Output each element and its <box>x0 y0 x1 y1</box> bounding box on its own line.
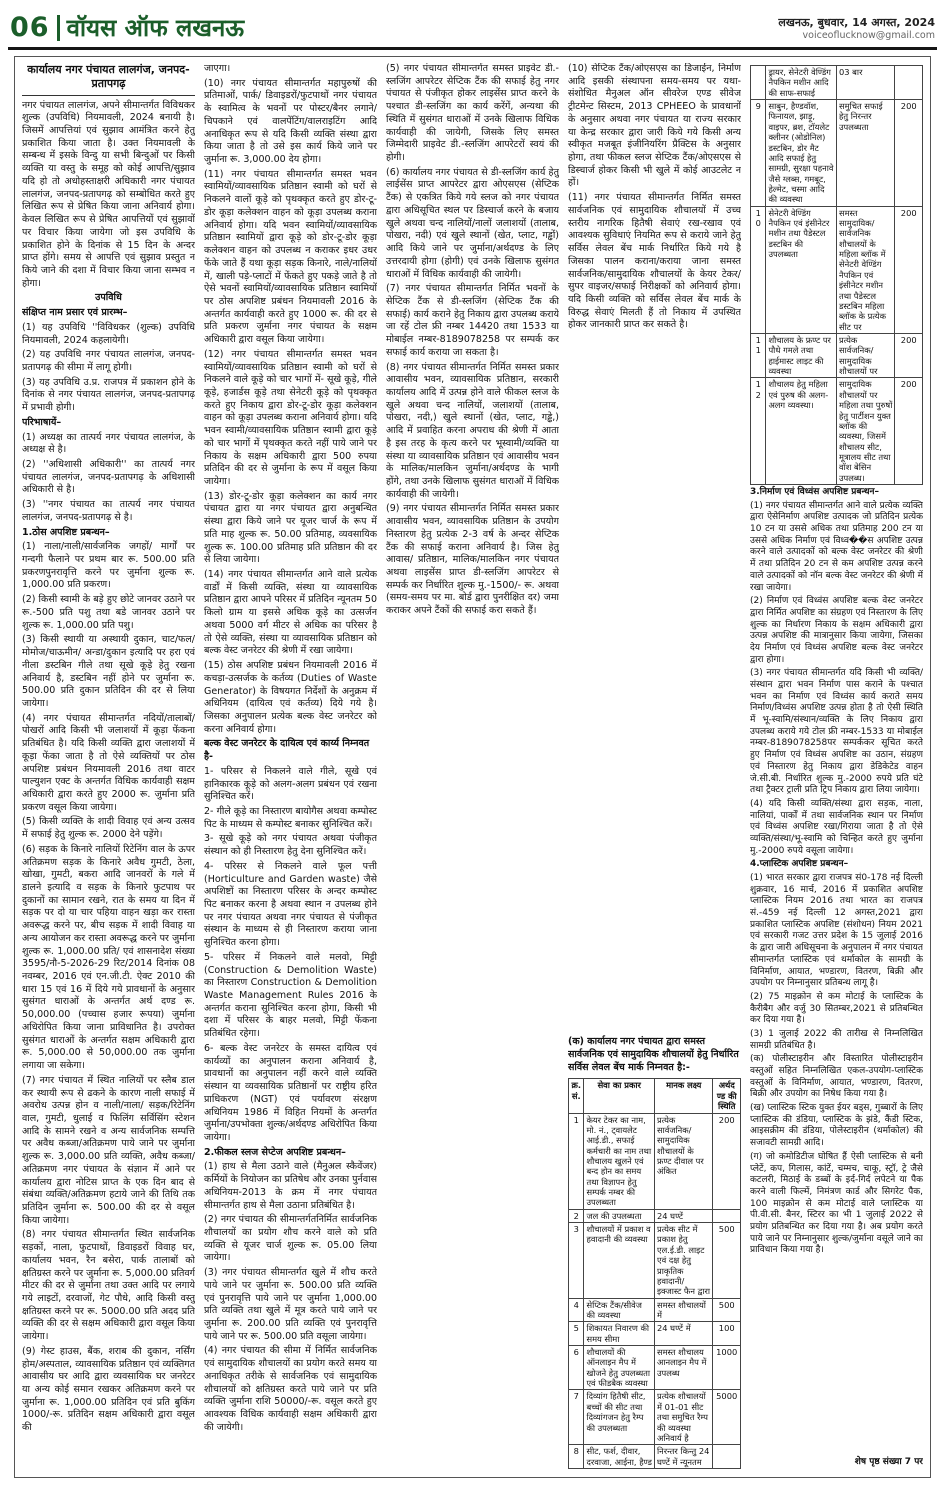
notice-item: 1- परिसर से निकलने वाले गीले, सूखे एवं हानिकारक कूड़े को अलग-अलग प्रबंधन एवं रखना सुनिश्चित करें। <box>204 765 377 803</box>
standard-target-cell: 24 घण्टें <box>654 1209 712 1222</box>
notice-item: (6) सड़क के किनारे नालियों रिटेनिंग वाल के ऊपर अतिक्रमण सड़क के किनारे अवैध गुमटी, ठेला, खोखा, गुमटी, बकरा आदि जानवरों के गले में डालने इत्यादि व सड़क के किनारे फुटपाथ पर दुकानों का सामान रखने, रात के समय या दिन में सड़क पर दो या चार पहिया वाहन खड़ा कर रास्ता अवरूद्ध करने पर, बीच सड़क में शादी विवाह या अन्य आयोजन कर रास्ता अवरूद्ध करने पर जुर्माना शुल्क रू. 1,000.00 प्रति/ एवं शासनादेश संख्या 3595/नौ-5-2026-29 रिट/2014 दिनांक 08 नवम्बर, 2016 एवं एन.जी.टी. ऐक्ट 2010 की धारा 15 एवं 16 में दिये गये प्रावधानों के अनुसार सुसंगत धाराओं के अन्तर्गत अर्थ दण्ड रू. 50,000.00 (पच्चास हजार रूपया) जुर्माना अधिरोपित किया जाना प्राविधानित है। उपरोक्त सुसंगत धाराओं के अन्तर्गत सक्षम अधिकारी द्वारा रू. 5,000.00 से 50,000.00 तक जुर्माना लगाया जा सकेगा। <box>22 843 195 1072</box>
table-row <box>569 1322 741 1346</box>
row-number: 8 <box>569 1445 584 1469</box>
notice-item: (3) नगर पंचायत सीमान्तर्गत यदि किसी भी व्यक्ति/संस्थान द्वारा भवन निर्माण पास कराने के पश्चात भवन का निर्माण एवं विध्वंस कार्य कराते समय निर्माण/विध्वंस अपशिष्ट उत्पन्न होता है तो ऐसी स्थिति में भू-स्वामि/संस्थान/व्यक्ति के लिए निकाय द्वारा उपलब्ध कराये गये टोल फ्री नम्बर-1533 या मोबाईल नम्बर-8189078258पर सम्पर्ककर सूचित करते हुए निर्माण एवं विध्वंस अपशिष्ट का उठान, संग्रहण एवं निस्तारण हेतु निकाय द्वारा डेडिकेटेड वाहन जे.सी.बी. निर्धारित शुल्क मु.-2000 रुपये प्रति घंटे तथा ट्रैक्टर ट्राली प्रति ट्रिप निकाय द्वारा लिया जायेगा। <box>750 668 923 796</box>
row-number: 5 <box>569 1322 584 1346</box>
row-number: 11 <box>751 333 766 377</box>
table-row <box>751 206 923 333</box>
notice-column-4 <box>568 63 741 1471</box>
notice-item: (3) यह उपविधि उ.प्र. राजपत्र में प्रकाशन होने के दिनांक से नगर पंचायत लालगंज, जनपद-प्रतापगढ़ में प्रभावी होगी। <box>22 376 195 414</box>
section-heading: संक्षिप्त नाम प्रसार एवं प्रारम्भ– <box>22 307 128 319</box>
row-number: 3 <box>569 1223 584 1299</box>
service-type-cell: शौचालयों में प्रकाश व हवादानी की व्यवस्था <box>584 1223 655 1299</box>
notice-item: (6) कार्यालय नगर पंचायत से डी-स्लजिंग कार्य हेतु लाईसेंस प्राप्त आपरेटर द्वारा ओएसएस (सेप्टिक टैंक) से एकत्रित किये गये स्लज को नगर पंचायत द्वारा अधिसूचित स्थल पर डिस्चार्ज करने के बजाय खुले अथवा चन्द नालियों/नालों जलाशयों (तालाब, पोखरा, नदी) एवं खुले स्थानों (खेत, प्लाट, गड्ढों) आदि किये जाने पर जुर्माना/अर्थदण्ड के लिए उत्तरदायी होगा (होगी) एवं उनके खिलाफ सुसंगत धाराओं में विधिक कार्यवाही की जायेगी। <box>386 166 559 280</box>
notice-column-3 <box>386 63 559 1471</box>
notice-item: (12) नगर पंचायत सीमान्तर्गत समस्त भवन स्वामियों/व्यावसायिक प्रतिष्ठान स्वामी को घरों से निकलने वाले कूड़े को चार भागों में- सूखे कूड़े, गीले कूड़े, हजार्डस कूड़े तथा सेनेटरी कूड़े को पृथक्कृत करते हुए निकाय द्वारा डोर-टू-डोर कूड़ा कलेक्शन वाहन को कूड़ा उपलब्ध कराना अनिवार्य होगा। यदि भवन स्वामी/व्यावसायिक प्रतिष्ठान स्वामी द्वारा कूड़े को चार भागों में पृथक्कृत करते नहीं पाये जाने पर निकाय के सक्षम अधिकारी द्वारा 500 रुपया प्रतिदिन की दर से जुर्माना के रूप में वसूल किया जायेगा। <box>204 348 377 487</box>
notice-title: कार्यालय नगर पंचायत लालगंज, जनपद-प्रतापगढ़ <box>22 63 195 96</box>
standard-target-cell: निरन्तर किन्तु 24 घण्टें में न्यूनतम <box>654 1445 712 1469</box>
service-type-cell: ड्रायर, सेनेटरी वेण्डिंग नैपकिन मशीन आदि की साफ-सफाई <box>766 66 837 100</box>
penalty-cell: 200 <box>895 206 923 333</box>
section-heading: 4.प्लास्टिक अपशिष्ट प्रबन्धन– <box>750 859 849 870</box>
notice-item: 6- बल्क वेस्ट जनरेटर के समस्त दायित्व एवं कार्यव्यों का अनुपालन कराना अनिवार्य है, प्रावधानों का अनुपालन नहीं करने वाले व्यक्ति संस्थान या व्यवसायिक प्रतिष्ठानों पर राष्ट्रीय हरित प्राधिकरण (NGT) एवं पर्यावरण संरक्षण अधिनियम 1986 में विहित नियमों के अन्तर्गत जुर्माना/उपभोक्ता शुल्क/अर्थदण्ड अधिरोपित किया जायेगा। <box>204 1042 377 1143</box>
service-type-cell: सेप्टिक टैंक/सीवेज की व्यवस्था <box>584 1298 655 1322</box>
penalty-cell: 500 <box>713 1298 741 1322</box>
standard-target-cell: समस्त सामुदायिक/ सार्वजनिक शौचालयों के महिला ब्लॉक में सेनेटरी वेण्डिंग नैपकिन एवं इंसीनेटर मशीन तथा पैडेस्टल डस्टबिन महिला ब्लॉक के प्रत्येक सीट पर <box>836 206 894 333</box>
standard-target-cell: समुचित सफाई हेतु निरन्तर उपलब्धता <box>836 100 894 207</box>
notice-item: (क) पोलीस्टाइरीन और विस्तारित पोलीस्टाइरीन वस्तुओं सहित निम्नलिखित एकल-उपयोग-प्लास्टिक वस्तुओं के विनिर्माण, आयात, भण्डारण, वितरण, बिक्री और उपयोग का निषेध किया गया है। <box>750 1054 923 1100</box>
penalty-cell: 1000 <box>713 1346 741 1390</box>
notice-item: (10) नगर पंचायत सीमान्तर्गत महापुरुषों की प्रतिमाओं, पार्क/ डिवाइडरों/फुटपाथों नगर पंचायत के स्वामित्व के भवनों पर पोस्टर/बैनर लगाने/चिपकाने एवं वालपेंटिंग/वालराइटिंग आदि अनाधिकृत रूप से यदि किसी व्यक्ति संस्था द्वारा किया जाता है तो उसे इस कार्य किये जाने पर जुर्माना रू. 3,000.00 देय होगा। <box>204 77 377 166</box>
column-header: सेवा का प्रकार <box>584 1079 655 1113</box>
notice-item: 5- परिसर में निकलने वाले मलवो, मिट्टी (Construction & Demolition Waste) का निस्तारण Construction & Demolition Waste Management Rules 2016 के अन्तर्गत कराना सुनिश्चित करना होगा, किसी भी दशा में परिसर के बाहर मलवो, मिट्टी फेंकना प्रतिबंधित रहेगा। <box>204 951 377 1040</box>
service-type-cell: केयर टेकर का नाम, मो. नं., ट्वायलेट आई.डी., सफाई कर्मचारी का नाम तथा शौचालय खुलने एवं बन्द होन का समय तथा विज्ञापन हेतु सम्पर्क नम्बर की उपलब्धता <box>584 1113 655 1209</box>
table-row <box>569 1390 741 1445</box>
row-number: 7 <box>569 1390 584 1445</box>
service-type-cell: साबुन, हैण्डवॉश, फिनायल, झाड़ू, वाइपर, ब्रश, टॉयलेट क्लीनर (ओडोनिल) डस्टबिन, डोर मैट आदि सफाई हेतु सामग्री, सुरक्षा पहनावे जैसे ग्लब्स, गमबूट, हेल्मेट, चस्मा आदि की व्यवस्था <box>766 100 837 207</box>
notice-item: (1) यह उपविधि ''विविधकर (शुल्क) उपविधि नियमावली, 2024 कहलायेगी। <box>22 321 195 346</box>
column-header: अर्थदण्ड की स्थिति <box>713 1079 741 1113</box>
contact-email: voiceoflucknow@gmail.com <box>802 30 935 42</box>
subsection-heading: उपविधि <box>95 292 122 304</box>
row-number: 9 <box>751 100 766 207</box>
header-meta <box>778 16 935 44</box>
standard-target-cell: प्रत्येक सार्वजनिक/ सामुदायिक शौचालयों पर <box>836 333 894 377</box>
service-benchmark-table <box>568 1078 741 1469</box>
notice-column-2 <box>204 63 377 1471</box>
notice-item: 3- सूखे कूड़े को नगर पंचायत अथवा पंजीकृत संस्थान को ही निस्तारण हेतु देना सुनिश्चित करें। <box>204 833 377 858</box>
notice-item: (1) नाला/नाली/सार्वजनिक जगहों/ मार्गों पर गन्दगी फैलाने पर प्रथम बार रू. 500.00 प्रति प्रकरणपुनरावृत्ति करने पर जुर्माना शुल्क रू. 1,000.00 प्रति प्रकरण। <box>22 541 195 591</box>
notice-item: (14) नगर पंचायत सीमान्तर्गत आने वाले प्रत्येक वार्डों में किसी व्यक्ति, संस्था या व्यावसायिक प्रतिष्ठान द्वारा आपने परिसर में प्रतिदिन न्यूनतम 50 किलो ग्राम या इससे अधिक कूड़े का उत्सर्जन अथवा 5000 वर्ग मीटर से अधिक का परिसर है तो ऐसे व्यक्ति, संस्था या व्यावसायिक प्रतिष्ठान को बल्क वेस्ट जनरेटर की श्रेणी में रखा जायेगा। <box>204 569 377 657</box>
notice-item: (ग) जो कमोडिटीज घोषित हैं ऐसी प्लास्टिक से बनी प्लेटें, कप, गिलास, कांटें, चम्मच, चाकू, स्ट्रॉ, ट्रे जैसे कटलरी, मिठाई के डब्बों के इर्द-गिर्द लपेटने या पैक करने वाली फिल्में, निमंत्रण कार्ड और सिगरेट पैक, 100 माइक्रोन से कम मोटाई वाले प्लास्टिक या पी.वी.सी. बैनर, स्टिरर का भी 1 जुलाई 2022 से प्रयोग प्रतिबन्धित कर दिया गया है। अब प्रयोग करते पाये जाने पर निम्नानुसार शुल्क/जुर्माना वसूले जाने का प्राविधान किया गया है। <box>750 1151 923 1256</box>
penalty-cell <box>713 1209 741 1222</box>
table-row <box>569 1223 741 1299</box>
notice-item: (3) किसी स्थायी या अस्थायी दुकान, चाट/फल/मोमोज/चाऊमीन/ अन्डा/दुकान इत्यादि पर हरा एवं नीला डस्टबिन गीले तथा सूखे कूड़े हेतु रखना अनिवार्य है, डस्टबिन नहीं होने पर जुर्माना रू. 500.00 प्रति दुकान प्रतिदिन की दर से लिया जायेगा। <box>22 634 195 709</box>
notice-item: (11) नगर पंचायत सीमान्तर्गत निर्मित समस्त सार्वजनिक एवं सामुदायिक शौचालयों में उच्च स्तरीय नागरिक हितैषी सेवाएं रख-रखाव एवं आवश्यक सुविधाएं नियमित रूप से कराये जाने हेतु सर्विस लेवल बेंच मार्क निर्धारित किये गये है जिसका पालन कराना/कराया जाना समस्त सार्वजनिक/सामुदायिक शौचालयों के केयर टेकर/सुपर वाइजर/सफाई निरीक्षकों को अनिवार्य होगा। यदि किसी व्यक्ति को सर्विस लेवल बेंच मार्क के विरुद्ध सेवाएं मिलती हैं तो निकाय में उपस्थित होकर जानकारी प्राप्त कर सकते है। <box>568 192 741 331</box>
notice-item: (1) भारत सरकार द्वारा राजपत्र सं0-178 नई दिल्ली शुक्रवार, 16 मार्च, 2016 में प्रकाशित अपशिष्ट प्लास्टिक नियम 2016 तथा भारत का राजपत्र सं.-459 नई दिल्ली 12 अगस्त,2021 द्वारा प्रकाशित प्लास्टिक अपशिष्ट (संशोधन) नियम 2021 एवं सरकारी गजट उत्तर प्रदेश के 15 जुलाई 2016 के द्वारा जारी अधिसूचना के अनुपालन में नगर पंचायत सीमान्तर्गत प्लास्टिक एवं थर्माकोल के सामग्री के विनिर्माण, आयात, भण्डारण, वितरण, बिक्री और उपयोग पर निम्नानुसार प्रतिबन्ध लागू है। <box>750 873 923 989</box>
standard-target-cell: प्रत्येक शौचालयों में 01-01 सीट तथा समुचित रैम्प की व्यवस्था अनिवार्य है <box>654 1390 712 1445</box>
service-benchmark-table-continued <box>750 65 923 485</box>
row-number: 6 <box>569 1346 584 1390</box>
penalty-cell <box>895 66 923 100</box>
notice-item: (1) हाथ से मैला उठाने वाले (मैनुअल स्कैवेंजर) कर्मियों के नियोजन का प्रतिषेध और उनका पुर्नवास अधिनियम-2013 के क्रम में नगर पंचायत सीमान्तर्गत हाथ से मैला उठाना प्रतिबंधित है। <box>204 1161 377 1211</box>
standard-target-cell: सामुदायिक शौचालयों पर महिला तथा पुरुषों हेतु पार्टीशन युक्त ब्लॉक की व्यवस्था, जिसमें शौचालय सीट, मूत्रालय सीट तथा वॉश बेसिन उपलब्ध। <box>836 378 894 485</box>
notice-item: 2- गीले कूड़े का निस्तारण बायोगैस अथवा कम्पोस्ट पिट के माध्यम से कम्पोस्ट बनाकर सुनिश्चित करें। <box>204 805 377 830</box>
notice-item: (3) नगर पंचायत सीमान्तर्गत खुले में शौच करते पाये जाने पर जुर्माना रू. 500.00 प्रति व्यक्ति एवं पुनरावृत्ति पाये जाने पर जुर्माना 1,000.00 प्रति व्यक्ति तथा खुले में मूत्र करते पाये जाने पर जुर्माना रू. 200.00 प्रति व्यक्ति एवं पुनरावृत्ति पाये जाने पर रू. 500.00 प्रति वसूला जायेगा। <box>204 1267 377 1342</box>
page-header <box>0 0 945 46</box>
notice-item: (7) नगर पंचायत में स्थित नालियों पर स्लैब डाल कर स्थायी रूप से ढकने के कारण नाली सफाई में अवरोध उत्पन्न होन व नाली/नाला/ सड़क/रिटेनिंग वाल, गुमटी, धुलाई व फिलिंग सर्विसिंग स्टेशन आदि के सामने रखने व अन्य सार्वजनिक सम्पत्ति पर अवैध कब्जा/अतिक्रमण पाये जाने पर जुर्माना शुल्क रू. 3,000.00 प्रति व्यक्ति, अवैध कब्जा/अतिक्रमण नगर पंचायत के संज्ञान में आने पर कार्यालय द्वारा नोटिस प्राप्त के एक दिन बाद से संबंधा व्यक्ति/अतिक्रमण हटाये जाने की तिथि तक प्रतिदिन जुर्माना रू. 500.00 की दर से वसूल किया जायेगा। <box>22 1074 195 1226</box>
table-row <box>751 66 923 100</box>
masthead-divider <box>57 15 60 41</box>
notice-item: (9) गेस्ट हाउस, बैंक, शराब की दुकान, नर्सिंग होम/अस्पताल, व्यावसायिक प्रतिष्ठान एवं व्यक्तिगत आवासीय घर आदि द्वारा व्यवसायिक घर जनरेटर या अन्य कोई समान रखकर अतिक्रमण करने पर जुर्माना रू. 1,000.00 प्रतिदिन एवं प्रति बुकिंग 1000/-रू. प्रतिदिन सक्षम अधिकारी द्वारा वसूल की <box>22 1345 195 1434</box>
service-type-cell: शिकायत निवारण की समय सीमा <box>584 1322 655 1346</box>
continued-note: शेष पृष्ठ संख्या 7 पर <box>854 1457 923 1468</box>
notice-item: (10) सेप्टिक टैंक/ओएसएस का डिजाईन, निर्माण आदि इसकी संस्थापना समय-समय पर यथा-संशोधित मैनुअल ऑन सीवरेज एण्ड सीवेज ट्रीटमेन्ट सिस्टम, 2013 CPHEEO के प्रावधानों के अनुसार अथवा नगर पंचायत या राज्य सरकार या केन्द्र सरकार द्वारा जारी किये गये किसी अन्य स्वीकृत मजबूत इंजीनियरिंग प्रैक्टिस के अनुसार होगा, तथा फीकल स्लज सेप्टिक टैंक/ओएसएस से डिस्चार्ज होकर किसी भी खुले में कोई आउटलेट न हों। <box>568 63 741 189</box>
column-header: क्र. सं. <box>569 1079 584 1113</box>
table-row <box>751 333 923 377</box>
table-row <box>751 100 923 207</box>
column-header: मानक लक्ष्य <box>654 1079 712 1113</box>
row-number: 2 <box>569 1209 584 1222</box>
table-header-row <box>569 1079 741 1113</box>
notice-item: (9) नगर पंचायत सीमान्तर्गत निर्मित समस्त प्रकार आवासीय भवन, व्यावसायिक प्रतिष्ठान के उपयोग निस्तारण हेतु प्रत्येक 2-3 वर्ष के अन्दर सेप्टिक टैंक की सफाई कराना अनिवार्य है। जिस हेतु आवास/ प्रतिष्ठान, मालिक/मालकिन नगर पंचायत अथवा लाइसेंस प्राप्त डी-स्लजिंग आपरेटर से सम्पर्क कर निर्धारित शुल्क मु.-1500/- रू. अथवा (समय-समय पर मा. बोर्ड द्वारा पुनरीक्षित दर) जमा कराकर अपने टैंकों की सफाई करा सकते हैं। <box>386 503 559 617</box>
notice-item: (1) नगर पंचायत सीमान्तर्गत आने वाले प्रत्येक व्यक्ति द्वारा ऐसेनिर्माण अपशिष्ट उत्पादक जो प्रतिदिन प्रत्येक 10 टन या उससे अधिक तथा प्रतिमाह 200 टन या उससे अधिक निर्माण एवं विध्व��स अपशिष्ट उत्पन्न करने वाले उत्पादकों को बल्क वेस्ट जनरेटर की श्रेणी में तथा प्रतिदिन 20 टन से कम अपशिष्ट उत्पन्न करने वाले उत्पादकों को नॉन बल्क वेस्ट जनरेटर की श्रेणी में रखा जायेगा। <box>750 500 923 593</box>
row-number: 10 <box>751 206 766 333</box>
notice-item: (2) ''अधिशासी अधिकारी'' का तात्पर्य नगर पंचायत लालगंज, जनपद-प्रतापगढ़ के अधिशासी अधिकारी से है। <box>22 459 195 496</box>
section-heading: 3.निर्माण एवं विध्वंस अपशिष्ट प्रबन्धन– <box>750 487 880 498</box>
table-row <box>569 1113 741 1209</box>
section-heading: 2.फीकल स्लज सेप्टेज अपशिष्ट प्रबन्धन– <box>204 1146 346 1158</box>
notice-item: (2) नगर पंचायत की सीमान्तर्गतनिर्मित सार्वजनिक शौचालयों का प्रयोग शौच करने वाले को प्रति व्यक्ति से यूजर चार्ज शुल्क रू. 05.00 लिया जायेगा। <box>204 1214 377 1264</box>
service-type-cell: सेनेटरी वेण्डिंग नैपकिन एवं इंसीनेटर मशीन तथा पैडेस्टल डस्टबिन की उपलब्धता <box>766 206 837 333</box>
notice-item: (5) किसी व्यक्ति के शादी विवाह एवं अन्य उत्सव में सफाई हेतु शुल्क रू. 2000 देने पड़ेंगे। <box>22 816 195 841</box>
notice-item: (2) यह उपविधि नगर पंचायत लालगंज, जनपद-प्रतापगढ़ की सीमा में लागू होगी। <box>22 349 195 373</box>
service-type-cell: दिव्यांग हितैषी सीट, बच्चों की सीट तथा दिव्यांगजन हेतु रैम्प की उपलब्धता <box>584 1390 655 1445</box>
standard-target-cell: प्रत्येक सार्वजनिक/ सामुदायिक शौचालयों के फ्रण्ट दीवाल पर अंकित <box>654 1113 712 1209</box>
page-number: 06 <box>10 12 50 43</box>
notice-item: (13) डोर-टू-डोर कूड़ा कलेक्शन का कार्य नगर पंचायत द्वारा या नगर पंचायत द्वारा अनुबन्धित संस्था द्वारा किये जाने पर यूजर चार्ज के रूप में प्रति माह शुल्क रू. 50.00 प्रतिमाह, व्यवसायिक शुल्क रू. 100.00 प्रतिमाह प्रति प्रतिष्ठान की दर से लिया जायेगा। <box>204 490 377 566</box>
notice-item: (4) नगर पंचायत सीमान्तर्गत नदियों/तालाबों/पोखरों आदि किसी भी जलाशयों में कूड़ा फेंकना प्रतिबंधित है। यदि किसी व्यक्ति द्वारा जलाशयों में कूड़ा फेंका जाता है तो ऐसे व्यक्तियों पर ठोस अपशिष्ट प्रबंधन नियमावली 2016 तथा वाटर पाल्युशन एक्ट के अन्तर्गत विधिक कार्यवाही सक्षम अधिकारी द्वारा करते हुए 2000 रू. जुर्माना प्रति प्रकरण वसूल किया जायेगा। <box>22 712 195 813</box>
penalty-cell: 5000 <box>713 1390 741 1445</box>
row-number <box>751 66 766 100</box>
penalty-cell: 100 <box>713 1322 741 1346</box>
service-type-cell: सीट, फर्श, दीवार, दरवाजा, आईना, हैण्ड <box>584 1445 655 1469</box>
table-row <box>569 1445 741 1469</box>
table-row <box>569 1298 741 1322</box>
row-number: 1 <box>569 1113 584 1209</box>
notice-item: (4) नगर पंचायत की सीमा में निर्मित सार्वजनिक एवं सामुदायिक शौचालयों का प्रयोग करते समय या अनाधिकृत तरीके से सार्वजनिक एवं सामुदायिक शौचालयों को क्षतिग्रस्त करते पाये जाने पर प्रति व्यक्ति जुर्माना राशि 50000/-रू. वसूल करते हुए आवश्यक विधिक कार्यवाही सक्षम अधिकारी द्वारा की जायेगी। <box>204 1345 377 1433</box>
notice-item: (2) किसी स्वामी के बड़े हुए छोटे जानवर उठाने पर रू.-500 प्रति पशु तथा बडे जानवर उठाने पर शुल्क रू. 1,000.00 प्रति पशु। <box>22 594 195 631</box>
table-row <box>751 378 923 485</box>
notice-item: (ख) प्लास्टिक स्टिक युक्त ईयर बड्स, गुब्बारों के लिए प्लास्टिक की डंडिया, प्लास्टिक के झंडे, कैंडी स्टिक, आइसक्रीम की डंडिया, पोलेस्टाइरीन (थर्माकोल) की सजावटी सामग्री आदि। <box>750 1103 923 1149</box>
notice-item: (2) निर्माण एवं विध्वंस अपशिष्ट बल्क वेस्ट जनरेटर द्वारा निर्मित अपशिष्ट का संग्रहण एवं निस्तारण के लिए शुल्क का निर्धारण निकाय के सक्षम अधिकारी द्वारा उत्पन्न अपशिष्ट की मात्रानुसार किया जायेगा, जिसका देय निर्माण एवं विध्वंस अपशिष्ट बल्क वेस्ट जनरेटर द्वारा होगा। <box>750 596 923 665</box>
table-row <box>569 1346 741 1390</box>
penalty-cell: 200 <box>895 100 923 207</box>
notice-item: (3) ''नगर पंचायत का तात्पर्य नगर पंचायत लालगंज, जनपद-प्रतापगढ़ से है। <box>22 499 195 523</box>
section-heading: बल्क वेस्ट जनरेटर के दायित्व एवं कार्य्य निम्नवत है- <box>204 738 370 763</box>
section-heading: परिभाषायें– <box>22 416 62 428</box>
notice-item: (2) 75 माइक्रोन से कम मोटाई के प्लास्टिक के कैरीबैग और वर्जु 30 सितम्बर,2021 से प्रतिबन्धित कर दिया गया है। <box>750 991 923 1026</box>
benchmark-heading: (क) कार्यालय नगर पंचायत द्वारा समस्त सार्वजनिक एवं सामुदायिक शौचालयों हेतु निर्धारित सर्विस लेवल बेंच मार्क निम्नवत है:- <box>568 1036 739 1073</box>
masthead-block <box>10 11 244 44</box>
dateline: लखनऊ, बुधवार, 14 अगस्त, 2024 <box>778 16 935 30</box>
notice-item: (15) ठोस अपशिष्ट प्रबंधन नियमावली 2016 में कचड़ा-उत्सर्जक के कर्तव्य (Duties of Waste Generator) के विषयगत निर्देशों के अनुक्रम में अधिनियम (दायित्व एवं कर्तव्य) दिये गये है। जिसका अनुपालन प्रत्येक बल्क वेस्ट जनरेटर को करना अनिवार्य होगा। <box>204 660 377 735</box>
standard-target-cell: 03 बार <box>836 66 894 100</box>
penalty-cell: 200 <box>895 333 923 377</box>
notice-item: 4- परिसर से निकलने वाले फूल पत्ती (Horticulture and Garden waste) जैसे अपशिष्टों का निस्तारण परिसर के अन्दर कम्पोस्ट पिट बनाकर करना है अथवा स्थान न उपलब्ध होने पर नगर पंचायत अथवा नगर पंचायत से पंजीकृत संस्थान के माध्यम से ही निस्तारण कराया जाना सुनिश्चित करना होगा। <box>204 860 377 949</box>
standard-target-cell: प्रत्येक सीट में प्रकाश हेतु एल.ई.डी. लाइट एवं दक्ष हेतु प्राकृतिक हवादानी/ इक्जास्ट फैन द्वारा <box>654 1223 712 1299</box>
notice-paragraph: नगर पंचायत लालगंज, अपने सीमान्तर्गत विविधकर शुल्क (उपविधि) नियमावली, 2024 बनायी है। जिसमें आपत्तियां एवं सुझाव आमंत्रित करने हेतु प्रकाशित किया जाता है। उक्त नियमावली के सम्बन्ध में इसके विन्दु या सभी बिन्दुओं पर किसी व्यक्ति या वस्तु के समूह को कोई आपत्ति/सुझाव यदि हो तो अधोहस्ताक्षरी अधिकारी नगर पंचायत लालगंज, जनपद-प्रतापगढ़ को सम्बोधित करते हुए लिखित रूप से प्रेषित किया जाना अनिवार्य होगा। केवल लिखित रूप से प्रेषित आपत्तियों एवं सुझावों पर विचार किया जायेगा जो इस उपविधि के प्रकाशित होने के दिनांक से 15 दिन के अन्दर प्राप्त होंगे। समय से आपत्ति एवं सुझाव प्रस्तुत न किये जाने की दशा में विचार किया जाना सम्भव न होगा। <box>22 99 195 289</box>
section-heading: 1.ठोस अपशिष्ट प्रबन्धन– <box>22 526 110 538</box>
notice-item: (1) अध्यक्ष का तात्पर्य नगर पंचायत लालगंज, के अध्यक्ष से है। <box>22 431 195 456</box>
penalty-cell: 200 <box>713 1113 741 1209</box>
notice-item: (3) 1 जुलाई 2022 की तारीख से निम्नलिखित सामग्री प्रतिबंधित है। <box>750 1028 923 1051</box>
row-number: 4 <box>569 1298 584 1322</box>
notice-item: (8) नगर पंचायत सीमान्तर्गत स्थित सार्वजनिक सड़कों, नाला, फुटपाथों, डिवाइडरों विवाह घर, कार्यालय भवन, रैन बसेरा, पार्क तालाबों को क्षतिग्रस्त करने पर जुर्माना रू. 5,000.00 प्रतिवर्ग मीटर की दर से जुर्माना तथा उक्त आदि पर लगाये गये लाइटों, दरवाजों, गेट पौधे, आदि किसी वस्तु क्षतिग्रस्त करने पर रू. 5000.00 प्रति अदद प्रति व्यक्ति की दर से सक्षम अधिकारी द्वारा वसूल किया जायेगा। <box>22 1229 195 1343</box>
notice-item: (4) यदि किसी व्यक्ति/संस्था द्वारा सड़क, नाला, नालियां, पार्कों में तथा सार्वजनिक स्थान पर निर्माण एवं विध्वंस अपशिष्ट रखा/गिराया जाता है तो ऐसे व्यक्ति/संस्था/भू-स्वामि को चिन्हित करते हुए जुर्माना मु.-2000 रुपये वसूला जायेगा। <box>750 798 923 856</box>
service-type-cell: शौचालयों की ऑनलाइन मैप में खोजने हेतु उपलब्धता एवं फीडबैक व्यवस्था <box>584 1346 655 1390</box>
row-number: 12 <box>751 378 766 485</box>
standard-target-cell: समस्त शौचालयों में <box>654 1298 712 1322</box>
standard-target-cell: 24 घण्टें में <box>654 1322 712 1346</box>
penalty-cell <box>713 1445 741 1469</box>
notice-column-5 <box>750 63 923 1471</box>
table-row <box>569 1209 741 1222</box>
notice-item: (8) नगर पंचायत सीमान्तर्गत निर्मित समस्त प्रकार आवासीय भवन, व्यावसायिक प्रतिष्ठान, सरकारी कार्यालय आदि में उत्पन्न होने वाले फीकल स्लज के खुले अथवा चन्द नालियों, जलाशयों (तालाब, पोखरा, नदी,) खुले स्थानों (खेत, प्लाट, गड्ढे,) आदि में प्रवाहित करना अपराध की श्रेणी में आता है इस तरह के कृत्य करने पर भूस्वामी/व्यक्ति या संस्था या व्यावसायिक प्रतिष्ठान एवं आवासीय भवन के मालिक/मालकिन जुर्माना/अर्थदण्ड के भागी होंगे, तथा उनके खिलाफ सुसंगत धाराओं में विधिक कार्यवाही की जायेगी। <box>386 361 559 500</box>
notice-paragraph: जाएगा। <box>204 63 231 74</box>
notice-item: (5) नगर पंचायत सीमान्तर्गत समस्त प्राइवेट डी.-स्लजिंग आपरेटर सेप्टिक टैंक की सफाई हेतु नगर पंचायत से पंजीकृत होकर लाइसेंस प्राप्त करने के पश्चात डी-स्लजिंग का कार्य करेंगें, अन्यथा की स्थिति में सुसंगत धाराओं में उनके खिलाफ विधिक कार्यवाही की जायेगी, जिसके लिए समस्त जिम्मेदारी प्राइवेट डी.-स्लजिंग आपरेटरों स्वयं की होगी। <box>386 63 559 164</box>
notice-item: (11) नगर पंचायत सीमान्तर्गत समस्त भवन स्वामियों/व्यावसायिक प्रतिष्ठान स्वामी को घरों से निकलने वालों कूड़े को पृथक्कृत करते हुए डोर-टू-डोर कूड़ा कलेक्शन वाहन को कूड़ा उपलब्ध कराना अनिवार्य होगा। यदि भवन स्वामियों/व्यावसायिक प्रतिष्ठान स्वामियों द्वारा कूड़े को डोर-टू-डोर कूड़ा कलेक्शन वाहन को उपलब्ध न कराकर इधर उधर फेंके जाते हैं यथा कूड़ा सड़क किनारे, नाले/नालियों में, खाली पड़े-प्लाटों में फेंकते हुए पकड़े जाते है तो ऐसे भवनों स्वामियों/व्यावसायिक प्रतिष्ठान स्वामियों पर ठोस अपशिष्ट प्रबंधन नियमावली 2016 के अन्तर्गत कार्यवाही करते हुए 1000 रू. की दर से प्रति प्रकरण जुर्माना नगर पंचायत के सक्षम अधिकारी द्वारा वसूल किया जायेगा। <box>204 168 377 346</box>
service-type-cell: शौचालय हेतु महिला एवं पुरुष की अलग-अलग व्यवस्था। <box>766 378 837 485</box>
penalty-cell: 200 <box>895 378 923 485</box>
standard-target-cell: समस्त शौचालय आनलाइन मैप में उपलब्ध <box>654 1346 712 1390</box>
penalty-cell: 500 <box>713 1223 741 1299</box>
notice-column-1 <box>22 63 195 1471</box>
service-type-cell: जल की उपलब्धता <box>584 1209 655 1222</box>
notice-body <box>14 56 931 1478</box>
service-type-cell: शौचालय के फ्रण्ट पर पौधे गमले तथा हाईमास्ट लाइट की व्यवस्था <box>766 333 837 377</box>
header-rule <box>8 47 937 50</box>
notice-item: (7) नगर पंचायत सीमान्तर्गत निर्मित भवनों के सेप्टिक टैंक से डी-स्लजिंग (सेप्टिक टैंक की सफाई) कार्य कराने हेतु निकाय द्वारा उपलब्ध कराये जा रहें टोल फ्री नम्बर 14420 तथा 1533 या मोबाईल नम्बर-8189078258 पर सम्पर्क कर सफाई कार्य कराया जा सकता है। <box>386 283 559 358</box>
masthead-title: वॉयस ऑफ लखनऊ <box>66 14 245 42</box>
